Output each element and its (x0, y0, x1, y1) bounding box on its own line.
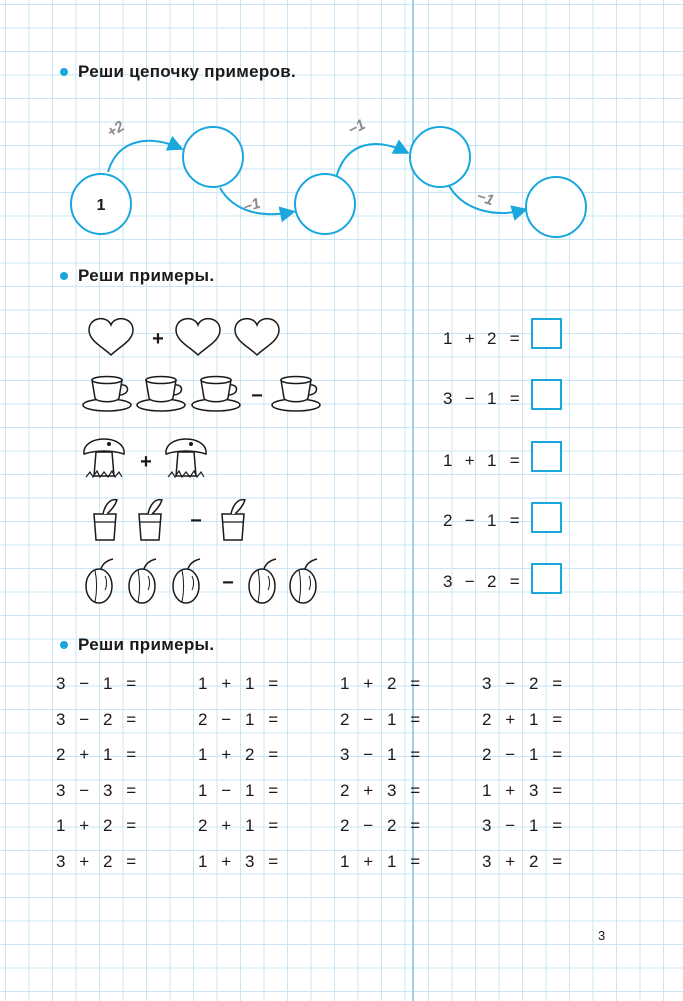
eq-term: 2 (387, 674, 397, 693)
eq-term: 3 (56, 851, 66, 871)
eq-term: 1 (529, 745, 539, 764)
eq-operator: − (505, 816, 516, 835)
eq-term: 2 (529, 674, 539, 693)
eq-operator: + (79, 745, 90, 764)
eq-term: 3 (245, 851, 255, 871)
eq-term: 2 (340, 780, 350, 800)
eq-term: 3 (56, 674, 66, 693)
eq-term: 1 (198, 851, 208, 871)
eq-equals: = (410, 709, 421, 729)
eq-equals: = (126, 780, 137, 800)
picture-operator: + (152, 328, 164, 350)
eq-operator: − (464, 511, 475, 530)
eq-term: 1 (245, 816, 255, 835)
heart-icon (176, 319, 220, 355)
eq-term: 2 (482, 709, 492, 729)
cup-icon (272, 377, 320, 412)
eq-term: 2 (340, 709, 350, 729)
eq-equals: = (126, 851, 137, 871)
eq-term: 2 (198, 816, 208, 835)
eq-operator: − (221, 780, 232, 800)
eq-equals: = (268, 851, 279, 871)
eq-term: 1 (529, 816, 539, 835)
eq-term: 3 (443, 389, 453, 408)
eq-equals: = (410, 851, 421, 871)
picture-operator: − (251, 385, 263, 407)
eq-operator: + (221, 745, 232, 764)
eq-operator: + (363, 780, 374, 800)
eq-equals: = (552, 674, 563, 693)
eq-operator: + (505, 780, 516, 800)
chain-step-label-3: −1 (345, 116, 369, 140)
eq-term: 3 (482, 816, 492, 835)
eq-term: 2 (443, 511, 453, 530)
eq-operator: − (221, 709, 232, 729)
eq-operator: − (79, 709, 90, 729)
eq-operator: − (79, 780, 90, 800)
eq-term: 2 (103, 816, 113, 835)
eq-equals: = (410, 745, 421, 764)
plum-icon (249, 559, 276, 603)
chain-step-label-1: +2 (103, 117, 128, 142)
eq-term: 1 (103, 745, 113, 764)
eq-term: 1 (443, 451, 453, 470)
eq-equals: = (410, 674, 421, 693)
eq-equals: = (509, 389, 520, 408)
plum-icon (173, 559, 200, 603)
picture-operator: − (222, 572, 234, 594)
bullet-icon (60, 641, 68, 649)
eq-term: 1 (103, 674, 113, 693)
eq-term: 3 (443, 572, 453, 591)
answer-box-1[interactable] (531, 318, 562, 349)
eq-equals: = (509, 572, 520, 591)
eq-operator: + (505, 851, 516, 871)
eq-operator: + (363, 851, 374, 871)
plum-icon (129, 559, 156, 603)
eq-term: 1 (245, 709, 255, 729)
eq-term: 2 (387, 816, 397, 835)
heart-icon (89, 319, 133, 355)
eq-equals: = (268, 780, 279, 800)
eq-operator: + (79, 816, 90, 835)
yogurt-cup-icon (222, 500, 245, 540)
eq-term: 3 (56, 780, 66, 800)
eq-operator: + (221, 851, 232, 871)
eq-term: 2 (103, 709, 113, 729)
eq-term: 1 (245, 780, 255, 800)
answer-box-5[interactable] (531, 563, 562, 594)
eq-term: 1 (245, 674, 255, 693)
eq-equals: = (509, 451, 520, 470)
eq-operator: − (363, 709, 374, 729)
eq-equals: = (268, 674, 279, 693)
eq-operator: + (79, 851, 90, 871)
eq-operator: + (464, 451, 475, 470)
chain-step-label-2: −1 (241, 194, 263, 217)
eq-operator: − (363, 745, 374, 764)
picture-operator: + (140, 451, 152, 473)
eq-equals: = (268, 709, 279, 729)
eq-term: 1 (387, 851, 397, 871)
eq-term: 3 (340, 745, 350, 764)
eq-term: 3 (482, 851, 492, 871)
chain-step-label-4: −1 (474, 187, 496, 210)
eq-term: 3 (529, 780, 539, 800)
answer-box-2[interactable] (531, 379, 562, 410)
eq-term: 1 (487, 389, 497, 408)
eq-equals: = (126, 709, 137, 729)
plum-icon (86, 559, 113, 603)
eq-equals: = (552, 709, 563, 729)
eq-term: 3 (56, 709, 66, 729)
eq-term: 1 (198, 745, 208, 764)
eq-equals: = (552, 816, 563, 835)
eq-term: 1 (443, 329, 453, 348)
eq-term: 2 (487, 572, 497, 591)
eq-term: 2 (245, 745, 255, 764)
eq-equals: = (509, 329, 520, 348)
section-pictures-heading-text: Реши примеры. (78, 266, 215, 285)
eq-term: 1 (340, 674, 350, 693)
eq-term: 1 (198, 780, 208, 800)
eq-term: 1 (198, 674, 208, 693)
section-equations-heading (60, 635, 214, 655)
eq-term: 2 (482, 745, 492, 764)
eq-equals: = (552, 745, 563, 764)
page-number: 3 (598, 928, 606, 943)
mushroom-icon (84, 439, 124, 477)
cup-icon (192, 377, 240, 412)
answer-box-4[interactable] (531, 502, 562, 533)
mushroom-icon (166, 439, 206, 477)
eq-term: 2 (198, 709, 208, 729)
plum-icon (290, 559, 317, 603)
eq-operator: − (505, 745, 516, 764)
eq-term: 1 (487, 451, 497, 470)
eq-equals: = (552, 780, 563, 800)
eq-term: 3 (482, 674, 492, 693)
eq-term: 2 (56, 745, 66, 764)
eq-term: 1 (387, 709, 397, 729)
eq-term: 3 (387, 780, 397, 800)
eq-operator: − (363, 816, 374, 835)
eq-term: 1 (482, 780, 492, 800)
eq-operator: + (221, 816, 232, 835)
eq-equals: = (268, 745, 279, 764)
eq-equals: = (126, 674, 137, 693)
eq-term: 1 (340, 851, 350, 871)
eq-term: 2 (487, 329, 497, 348)
answer-box-3[interactable] (531, 441, 562, 472)
eq-equals: = (126, 816, 137, 835)
eq-operator: − (464, 572, 475, 591)
eq-equals: = (552, 851, 563, 871)
chain-start-value: 1 (96, 197, 106, 214)
eq-operator: − (505, 674, 516, 693)
eq-term: 1 (529, 709, 539, 729)
eq-equals: = (509, 511, 520, 530)
yogurt-cup-icon (139, 500, 162, 540)
eq-term: 1 (387, 745, 397, 764)
eq-equals: = (268, 816, 279, 835)
eq-equals: = (126, 745, 137, 764)
heart-icon (235, 319, 279, 355)
eq-operator: − (464, 389, 475, 408)
eq-operator: + (464, 329, 475, 348)
eq-equals: = (410, 816, 421, 835)
eq-operator: + (505, 709, 516, 729)
eq-term: 1 (56, 816, 66, 835)
eq-operator: − (79, 674, 90, 693)
section-equations-heading-text: Реши примеры. (78, 635, 215, 654)
cup-icon (137, 377, 185, 412)
eq-term: 3 (103, 780, 113, 800)
yogurt-cup-icon (94, 500, 117, 540)
eq-equals: = (410, 780, 421, 800)
eq-term: 1 (487, 511, 497, 530)
picture-operator: − (190, 510, 202, 532)
section-chain-heading-text: Реши цепочку примеров. (78, 62, 297, 81)
cup-icon (83, 377, 131, 412)
eq-operator: + (221, 674, 232, 693)
eq-term: 2 (103, 851, 113, 871)
eq-operator: + (363, 674, 374, 693)
eq-term: 2 (340, 816, 350, 835)
eq-term: 2 (529, 851, 539, 871)
